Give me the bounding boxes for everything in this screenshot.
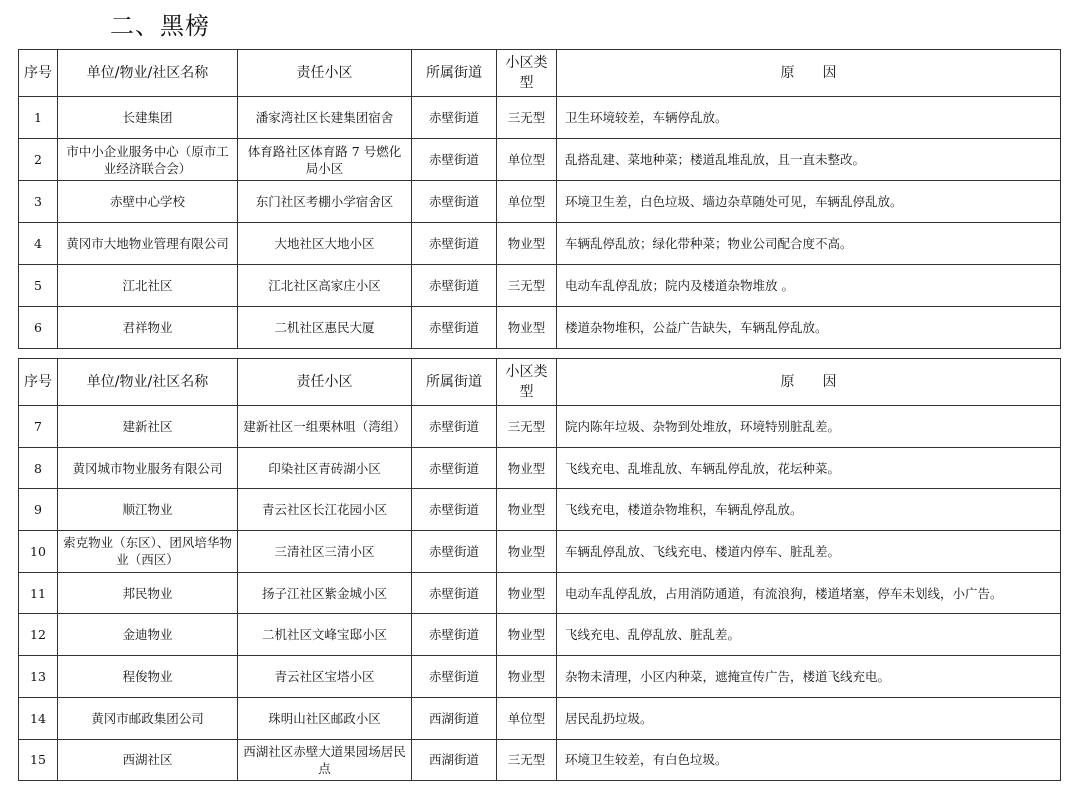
- header-seq: 序号: [19, 359, 58, 406]
- cell-community: 青云社区宝塔小区: [238, 656, 412, 698]
- cell-type: 物业型: [497, 489, 557, 531]
- cell-seq: 10: [19, 531, 58, 573]
- cell-seq: 6: [19, 307, 58, 349]
- header-unit: 单位/物业/社区名称: [58, 50, 238, 97]
- cell-community: 二机社区文峰宝邸小区: [238, 614, 412, 656]
- cell-unit: 长建集团: [58, 97, 238, 139]
- cell-community: 潘家湾社区长建集团宿舍: [238, 97, 412, 139]
- cell-community: 珠明山社区邮政小区: [238, 697, 412, 739]
- cell-seq: 5: [19, 265, 58, 307]
- cell-seq: 14: [19, 697, 58, 739]
- table-row: [19, 656, 1061, 698]
- cell-type: 物业型: [497, 656, 557, 698]
- cell-unit: 黄冈市大地物业管理有限公司: [58, 223, 238, 265]
- cell-reason: 乱搭乱建、菜地种菜；楼道乱堆乱放，且一直未整改。: [557, 139, 1061, 181]
- cell-street: 赤壁街道: [412, 265, 497, 307]
- cell-community: 江北社区高家庄小区: [238, 265, 412, 307]
- table-header-row: [19, 50, 1061, 97]
- table-row: [19, 181, 1061, 223]
- cell-street: 赤壁街道: [412, 307, 497, 349]
- table-row: [19, 572, 1061, 614]
- cell-unit: 市中小企业服务中心（原市工业经济联合会）: [58, 139, 238, 181]
- table-row: [19, 307, 1061, 349]
- cell-reason: 楼道杂物堆积，公益广告缺失，车辆乱停乱放。: [557, 307, 1061, 349]
- cell-reason: 飞线充电、乱停乱放、脏乱差。: [557, 614, 1061, 656]
- header-community: 责任小区: [238, 50, 412, 97]
- cell-seq: 12: [19, 614, 58, 656]
- cell-seq: 11: [19, 572, 58, 614]
- cell-seq: 4: [19, 223, 58, 265]
- cell-type: 单位型: [497, 697, 557, 739]
- blacklist-table-1: [18, 49, 1061, 349]
- cell-type: 物业型: [497, 447, 557, 489]
- cell-seq: 3: [19, 181, 58, 223]
- cell-seq: 13: [19, 656, 58, 698]
- cell-unit: 邦民物业: [58, 572, 238, 614]
- cell-reason: 卫生环境较差，车辆停乱放。: [557, 97, 1061, 139]
- blacklist-table-2: [18, 358, 1061, 781]
- cell-type: 物业型: [497, 307, 557, 349]
- cell-seq: 15: [19, 739, 58, 781]
- cell-unit: 黄冈城市物业服务有限公司: [58, 447, 238, 489]
- cell-unit: 江北社区: [58, 265, 238, 307]
- cell-community: 二机社区惠民大厦: [238, 307, 412, 349]
- cell-street: 赤壁街道: [412, 531, 497, 573]
- cell-reason: 飞线充电、乱堆乱放、车辆乱停乱放，花坛种菜。: [557, 447, 1061, 489]
- cell-street: 西湖街道: [412, 739, 497, 781]
- cell-community: 大地社区大地小区: [238, 223, 412, 265]
- cell-type: 物业型: [497, 614, 557, 656]
- cell-reason: 环境卫生差，白色垃圾、墙边杂草随处可见，车辆乱停乱放。: [557, 181, 1061, 223]
- table-row: [19, 531, 1061, 573]
- header-street: 所属街道: [412, 50, 497, 97]
- cell-community: 东门社区考棚小学宿舍区: [238, 181, 412, 223]
- cell-seq: 8: [19, 447, 58, 489]
- cell-reason: 环境卫生较差，有白色垃圾。: [557, 739, 1061, 781]
- cell-community: 三清社区三清小区: [238, 531, 412, 573]
- table-row: [19, 265, 1061, 307]
- cell-community: 西湖社区赤壁大道果园场居民点: [238, 739, 412, 781]
- cell-reason: 电动车乱停乱放；院内及楼道杂物堆放 。: [557, 265, 1061, 307]
- cell-type: 单位型: [497, 181, 557, 223]
- cell-seq: 2: [19, 139, 58, 181]
- cell-street: 西湖街道: [412, 697, 497, 739]
- cell-reason: 车辆乱停乱放；绿化带种菜；物业公司配合度不高。: [557, 223, 1061, 265]
- cell-street: 赤壁街道: [412, 572, 497, 614]
- cell-street: 赤壁街道: [412, 223, 497, 265]
- table-row: [19, 447, 1061, 489]
- cell-type: 三无型: [497, 97, 557, 139]
- cell-reason: 居民乱扔垃圾。: [557, 697, 1061, 739]
- cell-type: 物业型: [497, 531, 557, 573]
- cell-reason: 杂物未清理，小区内种菜，遮掩宣传广告，楼道飞线充电。: [557, 656, 1061, 698]
- cell-unit: 顺江物业: [58, 489, 238, 531]
- table-row: [19, 97, 1061, 139]
- cell-unit: 建新社区: [58, 406, 238, 448]
- cell-street: 赤壁街道: [412, 656, 497, 698]
- cell-unit: 君祥物业: [58, 307, 238, 349]
- cell-reason: 车辆乱停乱放、飞线充电、楼道内停车、脏乱差。: [557, 531, 1061, 573]
- cell-reason: 电动车乱停乱放，占用消防通道，有流浪狗，楼道堵塞，停车未划线，小广告。: [557, 572, 1061, 614]
- cell-street: 赤壁街道: [412, 97, 497, 139]
- cell-community: 扬子江社区紫金城小区: [238, 572, 412, 614]
- table-row: [19, 139, 1061, 181]
- table-row: [19, 406, 1061, 448]
- cell-street: 赤壁街道: [412, 406, 497, 448]
- table-header-row: [19, 359, 1061, 406]
- cell-seq: 9: [19, 489, 58, 531]
- cell-street: 赤壁街道: [412, 489, 497, 531]
- table-row: [19, 739, 1061, 781]
- header-type: 小区类型: [497, 359, 557, 406]
- cell-type: 物业型: [497, 223, 557, 265]
- cell-type: 物业型: [497, 572, 557, 614]
- cell-unit: 赤壁中心学校: [58, 181, 238, 223]
- table-row: [19, 614, 1061, 656]
- cell-unit: 西湖社区: [58, 739, 238, 781]
- header-reason: 原 因: [557, 359, 1061, 406]
- table-row: [19, 223, 1061, 265]
- cell-community: 建新社区一组栗林咀（湾组）: [238, 406, 412, 448]
- cell-type: 三无型: [497, 739, 557, 781]
- cell-unit: 程俊物业: [58, 656, 238, 698]
- cell-street: 赤壁街道: [412, 447, 497, 489]
- cell-street: 赤壁街道: [412, 181, 497, 223]
- header-unit: 单位/物业/社区名称: [58, 359, 238, 406]
- cell-unit: 黄冈市邮政集团公司: [58, 697, 238, 739]
- cell-community: 青云社区长江花园小区: [238, 489, 412, 531]
- table-row: [19, 697, 1061, 739]
- table-row: [19, 489, 1061, 531]
- cell-type: 三无型: [497, 406, 557, 448]
- cell-reason: 飞线充电，楼道杂物堆积，车辆乱停乱放。: [557, 489, 1061, 531]
- cell-street: 赤壁街道: [412, 139, 497, 181]
- cell-unit: 金迪物业: [58, 614, 238, 656]
- header-seq: 序号: [19, 50, 58, 97]
- page-title: 二、黑榜: [110, 12, 210, 40]
- cell-community: 体育路社区体育路 7 号燃化局小区: [238, 139, 412, 181]
- cell-seq: 7: [19, 406, 58, 448]
- cell-seq: 1: [19, 97, 58, 139]
- cell-type: 单位型: [497, 139, 557, 181]
- header-type: 小区类型: [497, 50, 557, 97]
- cell-street: 赤壁街道: [412, 614, 497, 656]
- header-street: 所属街道: [412, 359, 497, 406]
- cell-type: 三无型: [497, 265, 557, 307]
- header-reason: 原 因: [557, 50, 1061, 97]
- cell-reason: 院内陈年垃圾、杂物到处堆放，环境特别脏乱差。: [557, 406, 1061, 448]
- cell-unit: 索克物业（东区）、团风培华物业（西区）: [58, 531, 238, 573]
- cell-community: 印染社区青砖湖小区: [238, 447, 412, 489]
- header-community: 责任小区: [238, 359, 412, 406]
